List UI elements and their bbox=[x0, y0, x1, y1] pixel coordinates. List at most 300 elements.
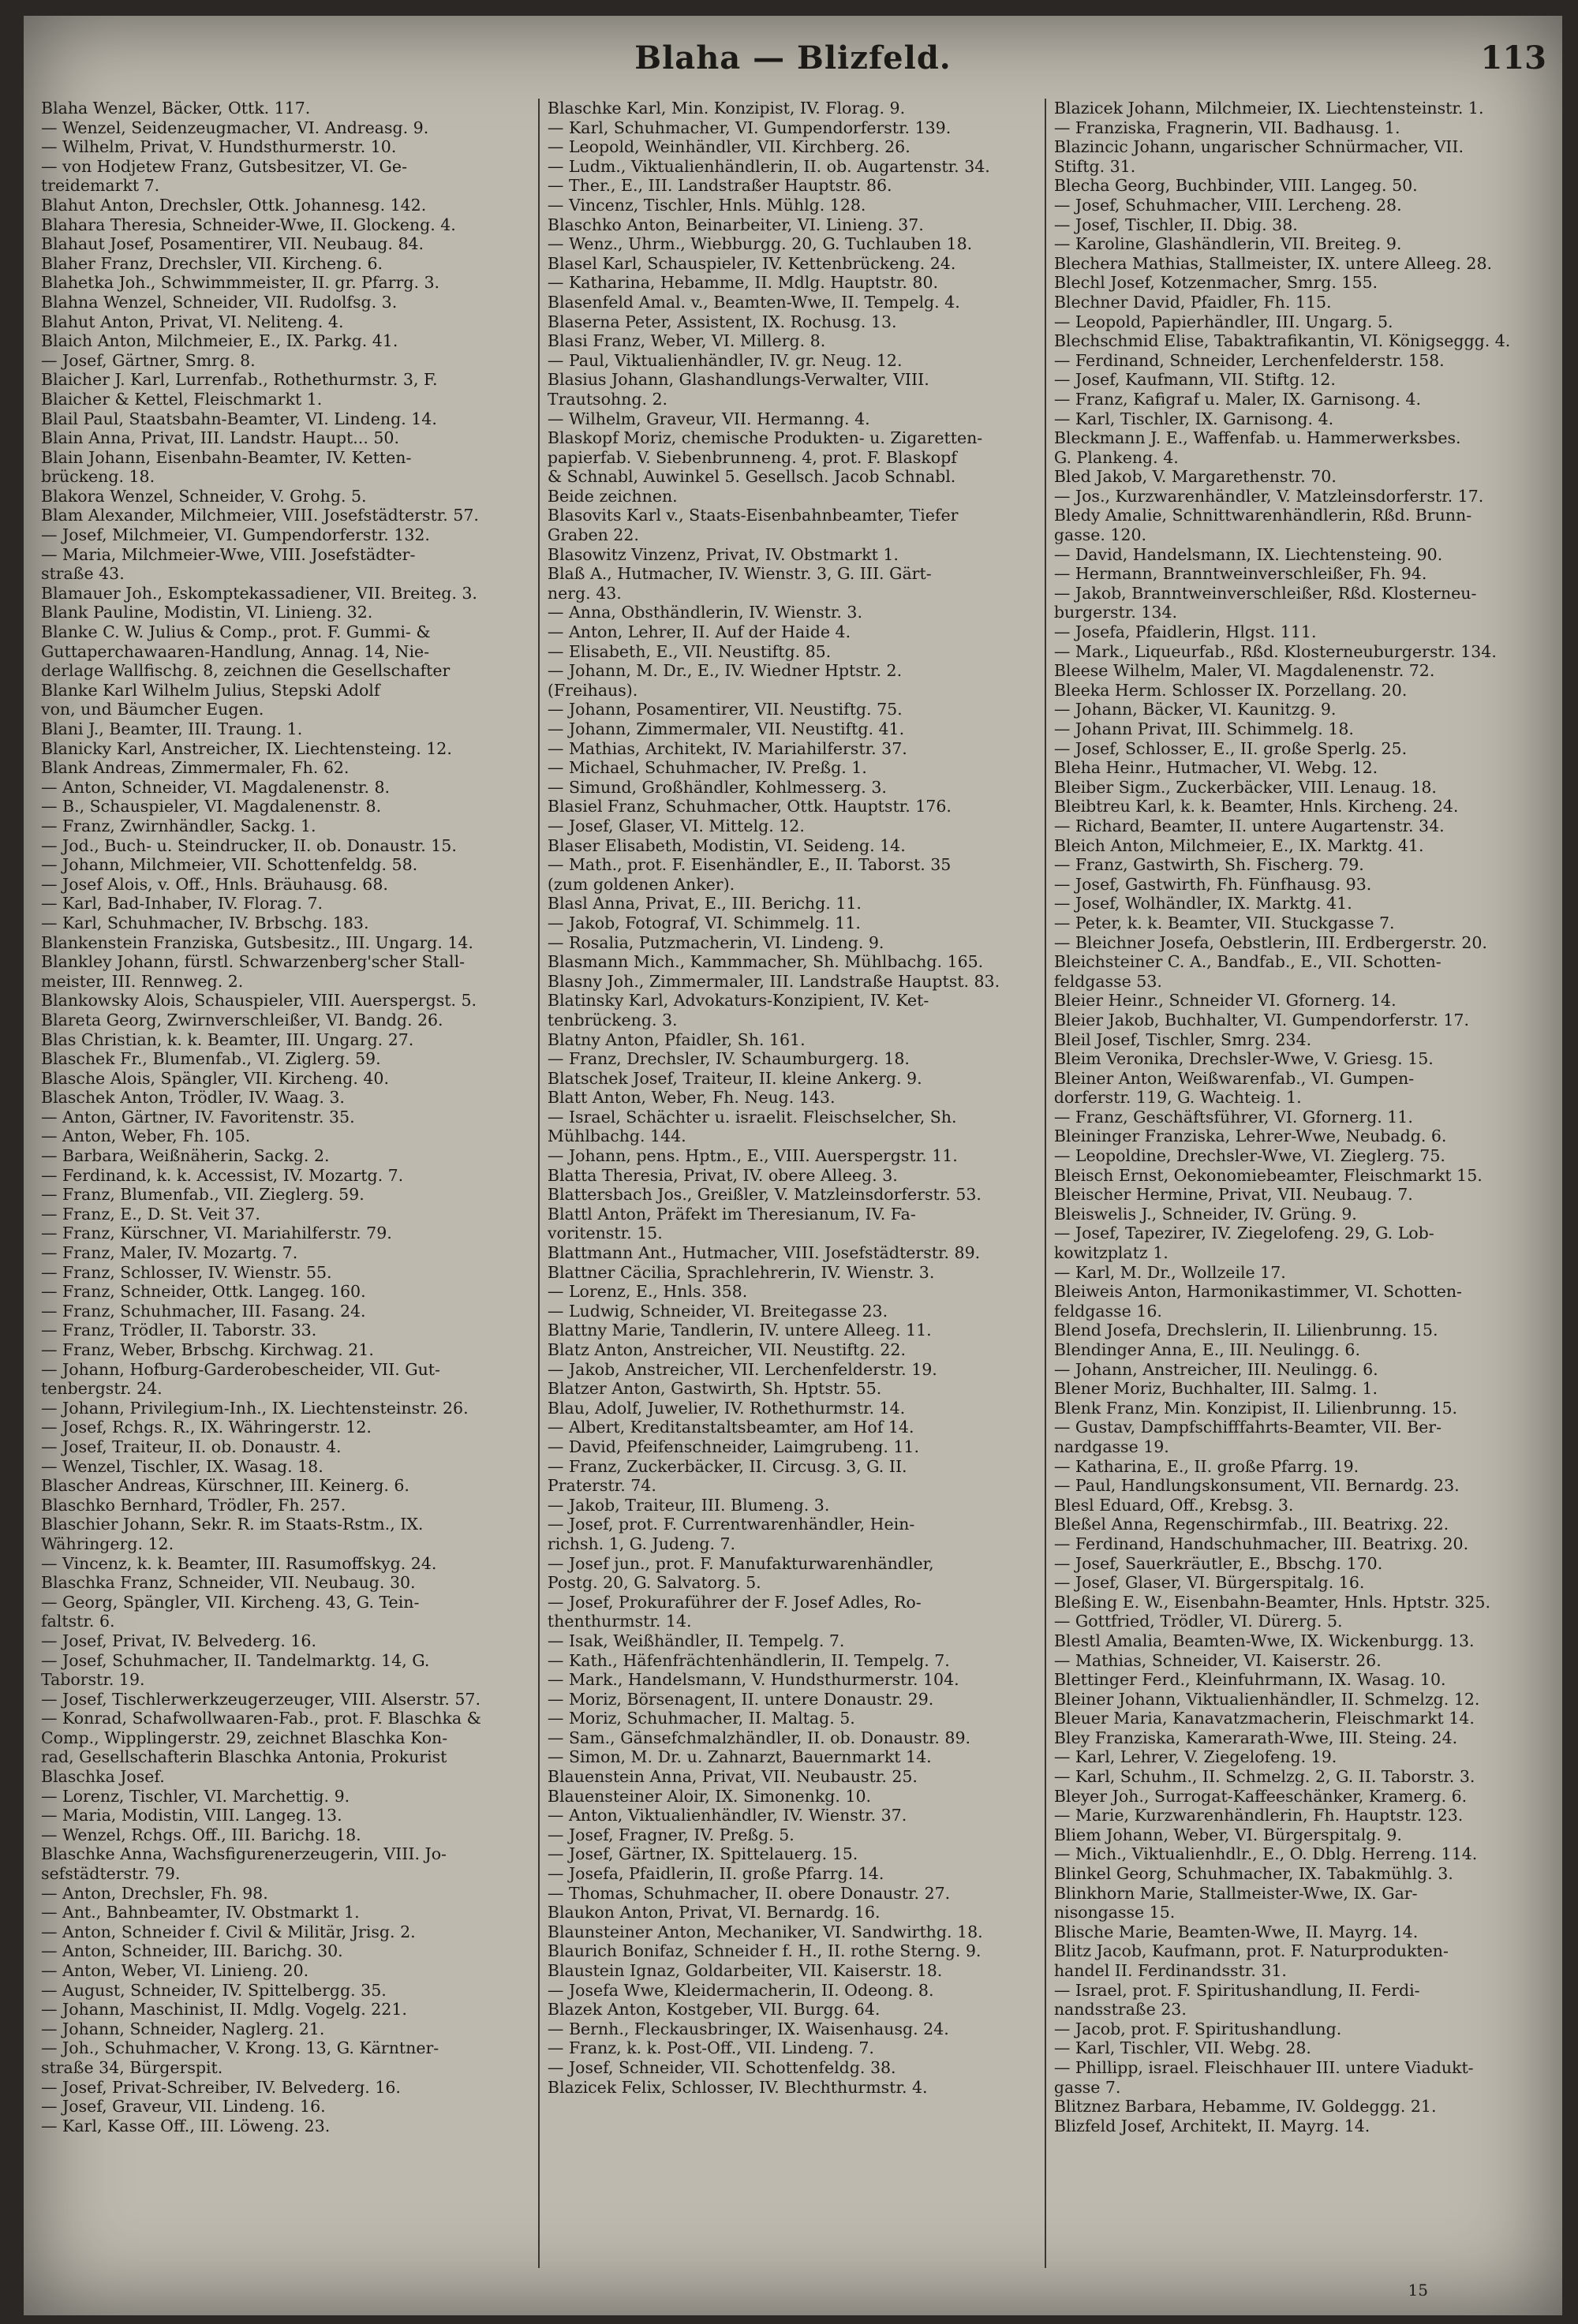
directory-entry: Bleil Josef, Tischler, Smrg. 234. bbox=[1053, 1029, 1312, 1049]
directory-entry: — Wenz., Uhrm., Wiebburgg. 20, G. Tuchlauben 18. bbox=[547, 234, 973, 254]
directory-entry: — Karl, Tischler, IX. Garnisong. 4. bbox=[1053, 409, 1334, 428]
directory-entry: Bleha Heinr., Hutmacher, VI. Webg. 12. bbox=[1053, 758, 1378, 778]
directory-entry: — Elisabeth, E., VII. Neustiftg. 85. bbox=[547, 641, 832, 661]
directory-entry: — Maria, Modistin, VIII. Langeg. 13. bbox=[41, 1806, 342, 1825]
directory-entry: — Karl, Lehrer, V. Ziegelofeng. 19. bbox=[1053, 1747, 1337, 1767]
directory-entry: — Josef, Schneider, VII. Schottenfeldg. 38. bbox=[547, 2057, 896, 2077]
directory-entry: — Maria, Milchmeier-Wwe, VIII. Josefstädter- bbox=[41, 544, 416, 564]
directory-entry: Bleichsteiner C. A., Bandfab., E., VII. Schotten- bbox=[1053, 952, 1442, 972]
directory-entry: — Josef, Prokuraführer der F. Josef Adles, Ro- bbox=[547, 1592, 922, 1612]
directory-entry: — Johann, Privilegium-Inh., IX. Liechtensteinstr. 26. bbox=[41, 1398, 469, 1418]
directory-entry: Blau, Adolf, Juwelier, IV. Rothethurmstr. 14. bbox=[547, 1398, 906, 1418]
directory-entry: Blaschka Josef. bbox=[41, 1767, 165, 1787]
directory-entry: Blatta Theresia, Privat, IV. obere Alleeg. 3. bbox=[547, 1165, 898, 1185]
directory-entry: Bleich Anton, Milchmeier, E., IX. Marktg. 41. bbox=[1053, 835, 1424, 855]
directory-entry: Bliem Johann, Weber, VI. Bürgerspitalg. 9. bbox=[1053, 1825, 1402, 1844]
directory-entry: — Isak, Weißhändler, II. Tempelg. 7. bbox=[547, 1631, 845, 1650]
directory-entry: — Franziska, Fragnerin, VII. Badhausg. 1. bbox=[1053, 118, 1400, 137]
directory-entry: Blaschka Franz, Schneider, VII. Neubaug. 30. bbox=[41, 1573, 416, 1593]
directory-entry: Währingerg. 12. bbox=[41, 1534, 174, 1553]
directory-entry: Blamauer Joh., Eskomptekassadiener, VII. Breiteg. 3. bbox=[41, 583, 477, 603]
directory-entry: Blaurich Bonifaz, Schneider f. H., II. rothe Sterng. 9. bbox=[547, 1941, 982, 1961]
directory-entry: & Schnabl, Auwinkel 5. Gesellsch. Jacob Schnabl. bbox=[547, 467, 956, 487]
directory-entry: — Josef, Schuhmacher, II. Tandelmarktg. 14, G. bbox=[41, 1650, 430, 1670]
directory-entry: dorferstr. 119, G. Wachteig. 1. bbox=[1053, 1088, 1302, 1108]
directory-entry: — Karl, Schuhmacher, IV. Brbschg. 183. bbox=[41, 913, 369, 932]
directory-entry: — Moriz, Börsenagent, II. untere Donaustr. 29. bbox=[547, 1689, 934, 1709]
directory-entry: Blasovits Karl v., Staats-Eisenbahnbeamter, Tiefer bbox=[547, 506, 959, 525]
directory-entry: — Lorenz, Tischler, VI. Marchettig. 9. bbox=[41, 1786, 350, 1806]
directory-entry: Blaser Elisabeth, Modistin, VI. Seideng. 14. bbox=[547, 835, 906, 855]
directory-entry: — Peter, k. k. Beamter, VII. Stuckgasse 7. bbox=[1053, 913, 1395, 932]
page-number: 113 bbox=[1480, 39, 1546, 77]
directory-entry: tenbrückeng. 3. bbox=[547, 1010, 678, 1029]
directory-entry: — Gottfried, Trödler, VI. Dürerg. 5. bbox=[1053, 1612, 1343, 1631]
directory-entry: Blecha Georg, Buchbinder, VIII. Langeg. 50. bbox=[1053, 176, 1418, 196]
directory-entry: — Josef, Tapezirer, IV. Ziegelofeng. 29, G. Lob- bbox=[1053, 1224, 1434, 1243]
directory-entry: — Johann, Bäcker, VI. Kaunitzg. 9. bbox=[1053, 700, 1337, 719]
directory-entry: — Paul, Viktualienhändler, IV. gr. Neug. 12. bbox=[547, 350, 903, 370]
directory-entry: Blascher Andreas, Kürschner, III. Keinerg. 6. bbox=[41, 1476, 409, 1496]
directory-entry: — Phillipp, israel. Fleischhauer III. untere Viadukt- bbox=[1053, 2057, 1474, 2077]
directory-entry: — Franz, Geschäftsführer, VI. Gfornerg. 11. bbox=[1053, 1107, 1413, 1127]
directory-entry: — Konrad, Schafwollwaaren-Fab., prot. F. Blaschka & bbox=[41, 1709, 481, 1728]
directory-entry: Blattmann Ant., Hutmacher, VIII. Josefstädterstr. 89. bbox=[547, 1243, 981, 1263]
directory-entry: — Ther., E., III. Landstraßer Hauptstr. 86. bbox=[547, 176, 892, 196]
directory-entry: Bleier Jakob, Buchhalter, VI. Gumpendorferstr. 17. bbox=[1053, 1010, 1469, 1029]
directory-entry: Blankley Johann, fürstl. Schwarzenberg'scher Stall- bbox=[41, 952, 466, 972]
directory-entry: Bleckmann J. E., Waffenfab. u. Hammerwerksbes. bbox=[1053, 428, 1461, 448]
directory-entry: — Josefa, Pfaidlerin, II. große Pfarrg. 14. bbox=[547, 1864, 884, 1884]
directory-entry: Blas Christian, k. k. Beamter, III. Ungarg. 27. bbox=[41, 1029, 414, 1049]
directory-entry: Blatny Anton, Pfaidler, Sh. 161. bbox=[547, 1029, 806, 1049]
directory-entry: — Sam., Gänsefchmalzhändler, II. ob. Donaustr. 89. bbox=[547, 1728, 971, 1747]
directory-entry: Blauenstein Anna, Privat, VII. Neubaustr. 25. bbox=[547, 1767, 918, 1787]
column-1 bbox=[33, 99, 540, 2268]
directory-page bbox=[24, 16, 1562, 2315]
directory-entry: Bleiweis Anton, Harmonikastimmer, VI. Schotten- bbox=[1053, 1282, 1462, 1302]
directory-entry: Blasel Karl, Schauspieler, IV. Kettenbrückeng. 24. bbox=[547, 253, 956, 273]
directory-entry: — Josef, Glaser, VI. Mittelg. 12. bbox=[547, 816, 805, 835]
directory-entry: Blitznez Barbara, Hebamme, IV. Goldeggg. 21. bbox=[1053, 2097, 1437, 2117]
directory-entry: — Anton, Schneider, VI. Magdalenenstr. 8. bbox=[41, 777, 391, 797]
directory-entry: — Josef, Privat-Schreiber, IV. Belvederg. 16. bbox=[41, 2077, 401, 2097]
directory-entry: — Johann, Posamentirer, VII. Neustiftg. 75. bbox=[547, 700, 903, 719]
directory-entry: — Anton, Schneider, III. Barichg. 30. bbox=[41, 1941, 343, 1961]
directory-entry: Blasenfeld Amal. v., Beamten-Wwe, II. Tempelg. 4. bbox=[547, 292, 960, 312]
directory-entry: Bleeka Herm. Schlosser IX. Porzellang. 20. bbox=[1053, 680, 1408, 700]
directory-entry: meister, III. Rennweg. 2. bbox=[41, 971, 244, 991]
directory-entry: — Josef, Schlosser, E., II. große Sperlg. 25. bbox=[1053, 738, 1408, 758]
directory-entry: Blattersbach Jos., Greißler, V. Matzleinsdorferstr. 53. bbox=[547, 1185, 982, 1205]
directory-entry: — Johann, Anstreicher, III. Neulingg. 6. bbox=[1053, 1359, 1378, 1379]
directory-entry: tenbergstr. 24. bbox=[41, 1379, 163, 1399]
directory-entry: nisongasse 15. bbox=[1053, 1903, 1176, 1922]
directory-entry: G. Plankeng. 4. bbox=[1053, 447, 1179, 467]
directory-entry: Blatt Anton, Weber, Fh. Neug. 143. bbox=[547, 1088, 836, 1108]
directory-entry: — Karoline, Glashändlerin, VII. Breiteg. 9. bbox=[1053, 234, 1402, 254]
directory-entry: — Albert, Kreditanstaltsbeamter, am Hof 14. bbox=[547, 1418, 914, 1437]
directory-entry: Stiftg. 31. bbox=[1053, 156, 1136, 176]
directory-entry: — Ferdinand, k. k. Accessist, IV. Mozartg. 7. bbox=[41, 1165, 404, 1185]
directory-entry: Blettinger Ferd., Kleinfuhrmann, IX. Wasag. 10. bbox=[1053, 1670, 1446, 1690]
directory-entry: faltstr. 6. bbox=[41, 1612, 115, 1631]
directory-entry: Bleese Wilhelm, Maler, VI. Magdalenenstr. 72. bbox=[1053, 661, 1435, 681]
directory-entry: (zum goldenen Anker). bbox=[547, 874, 735, 894]
directory-entry: Beide zeichnen. bbox=[547, 486, 678, 506]
directory-entry: — Franz, Kürschner, VI. Mariahilferstr. 79. bbox=[41, 1224, 392, 1243]
directory-entry: Trautsohng. 2. bbox=[547, 389, 668, 409]
directory-entry: — Wilhelm, Graveur, VII. Hermanng. 4. bbox=[547, 409, 870, 428]
directory-entry: Bleiber Sigm., Zuckerbäcker, VIII. Lenaug. 18. bbox=[1053, 777, 1437, 797]
directory-entry: Blechl Josef, Kotzenmacher, Smrg. 155. bbox=[1053, 273, 1378, 293]
directory-entry: Blaskopf Moriz, chemische Produkten- u. Zigaretten- bbox=[547, 428, 983, 448]
directory-entry: Blasl Anna, Privat, E., III. Berichg. 11. bbox=[547, 894, 862, 914]
directory-entry: Comp., Wipplingerstr. 29, zeichnet Blaschka Kon- bbox=[41, 1728, 448, 1747]
directory-entry: Blaschko Bernhard, Trödler, Fh. 257. bbox=[41, 1495, 346, 1515]
directory-entry: Blasmann Mich., Kammmacher, Sh. Mühlbachg. 165. bbox=[547, 952, 984, 972]
directory-columns bbox=[33, 99, 1553, 2268]
directory-entry: — Franz, k. k. Post-Off., VII. Lindeng. 7. bbox=[547, 2038, 874, 2058]
directory-entry: — Franz, Blumenfab., VII. Zieglerg. 59. bbox=[41, 1185, 365, 1205]
directory-entry: — Ant., Bahnbeamter, IV. Obstmarkt 1. bbox=[41, 1903, 360, 1922]
directory-entry: — Simund, Großhändler, Kohlmesserg. 3. bbox=[547, 777, 887, 797]
directory-entry: Blechera Mathias, Stallmeister, IX. untere Alleeg. 28. bbox=[1053, 253, 1493, 273]
directory-entry: thenthurmstr. 14. bbox=[547, 1612, 692, 1631]
directory-entry: — Josef, Privat, IV. Belvederg. 16. bbox=[41, 1631, 316, 1650]
directory-entry: Blaher Franz, Drechsler, VII. Kircheng. 6. bbox=[41, 253, 383, 273]
directory-entry: — Mathias, Schneider, VI. Kaiserstr. 26. bbox=[1053, 1650, 1382, 1670]
directory-entry: Blasche Alois, Spängler, VII. Kircheng. 40. bbox=[41, 1068, 389, 1088]
directory-entry: — Anton, Lehrer, II. Auf der Haide 4. bbox=[547, 622, 851, 642]
directory-entry: — Lorenz, E., Hnls. 358. bbox=[547, 1282, 748, 1302]
directory-entry: Graben 22. bbox=[547, 525, 639, 545]
directory-entry: — Anton, Drechsler, Fh. 98. bbox=[41, 1883, 268, 1903]
sheet-signature: 15 bbox=[1408, 2281, 1428, 2300]
directory-entry: — Ferdinand, Handschuhmacher, III. Beatrixg. 20. bbox=[1053, 1534, 1469, 1553]
directory-entry: — Johann, pens. Hptm., E., VIII. Auerspergstr. 11. bbox=[547, 1146, 958, 1166]
directory-entry: (Freihaus). bbox=[547, 680, 638, 700]
directory-entry: — Moriz, Schuhmacher, II. Maltag. 5. bbox=[547, 1709, 855, 1728]
directory-entry: sefstädterstr. 79. bbox=[41, 1864, 181, 1884]
directory-entry: — Paul, Handlungskonsument, VII. Bernardg. 23. bbox=[1053, 1476, 1460, 1496]
directory-entry: treidemarkt 7. bbox=[41, 176, 160, 196]
directory-entry: — Franz, Gastwirth, Sh. Fischerg. 79. bbox=[1053, 855, 1364, 875]
directory-entry: Blani J., Beamter, III. Traung. 1. bbox=[41, 719, 303, 738]
directory-entry: — Josef, Fragner, IV. Preßg. 5. bbox=[547, 1825, 795, 1844]
directory-entry: — Ludm., Viktualienhändlerin, II. ob. Augartenstr. 34. bbox=[547, 156, 990, 176]
directory-entry: Bleßel Anna, Regenschirmfab., III. Beatrixg. 22. bbox=[1053, 1515, 1449, 1534]
directory-entry: — Jakob, Traiteur, III. Blumeng. 3. bbox=[547, 1495, 830, 1515]
directory-entry: Bleininger Franziska, Lehrer-Wwe, Neubadg. 6. bbox=[1053, 1127, 1447, 1146]
directory-entry: Blaukon Anton, Privat, VI. Bernardg. 16. bbox=[547, 1903, 881, 1922]
directory-entry: Blanke C. W. Julius & Comp., prot. F. Gummi- & bbox=[41, 622, 431, 642]
directory-entry: Blanicky Karl, Anstreicher, IX. Liechtensteing. 12. bbox=[41, 738, 452, 758]
directory-entry: — Jod., Buch- u. Steindrucker, II. ob. Donaustr. 15. bbox=[41, 835, 457, 855]
directory-entry: Blatinsky Karl, Advokaturs-Konzipient, IV. Ket- bbox=[547, 991, 929, 1011]
directory-entry: Taborstr. 19. bbox=[41, 1670, 145, 1690]
directory-entry: Blaschko Anton, Beinarbeiter, VI. Linieng. 37. bbox=[547, 215, 924, 234]
directory-entry: richsh. 1, G. Judeng. 7. bbox=[547, 1534, 736, 1553]
directory-entry: Blendinger Anna, E., III. Neulingg. 6. bbox=[1053, 1340, 1360, 1359]
directory-entry: — Anton, Viktualienhändler, IV. Wienstr. 37. bbox=[547, 1806, 907, 1825]
directory-entry: — Mich., Viktualienhdlr., E., O. Dblg. Herreng. 114. bbox=[1053, 1844, 1478, 1864]
directory-entry: Bleiner Johann, Viktualienhändler, II. Schmelzg. 12. bbox=[1053, 1689, 1480, 1709]
directory-entry: Blatschek Josef, Traiteur, II. kleine Ankerg. 9. bbox=[547, 1068, 922, 1088]
directory-entry: Praterstr. 74. bbox=[547, 1476, 656, 1496]
directory-entry: Bleiswelis J., Schneider, IV. Grüng. 9. bbox=[1053, 1204, 1357, 1224]
directory-entry: — Math., prot. F. Eisenhändler, E., II. Taborst. 35 bbox=[547, 855, 952, 875]
directory-entry: — Wenzel, Rchgs. Off., III. Barichg. 18. bbox=[41, 1825, 361, 1844]
directory-entry: Blankenstein Franziska, Gutsbesitz., III. Ungarg. 14. bbox=[41, 932, 473, 952]
directory-entry: — Josefa Wwe, Kleidermacherin, II. Odeong. 8. bbox=[547, 1980, 934, 2000]
directory-entry: — Josef, Wolhändler, IX. Marktg. 41. bbox=[1053, 894, 1352, 914]
directory-entry: — Josef, Milchmeier, VI. Gumpendorferstr. 132. bbox=[41, 525, 430, 545]
directory-entry: — Franz, Trödler, II. Taborstr. 33. bbox=[41, 1321, 317, 1340]
directory-entry: nerg. 43. bbox=[547, 583, 622, 603]
directory-entry: Bleuer Maria, Kanavatzmacherin, Fleischmarkt 14. bbox=[1053, 1709, 1475, 1728]
directory-entry: Blail Paul, Staatsbahn-Beamter, VI. Lindeng. 14. bbox=[41, 409, 437, 428]
column-3 bbox=[1046, 99, 1553, 2268]
directory-entry: Blattny Marie, Tandlerin, IV. untere Alleeg. 11. bbox=[547, 1321, 932, 1340]
directory-entry: — Mark., Liqueurfab., Rßd. Klosterneuburgerstr. 134. bbox=[1053, 641, 1497, 661]
directory-entry: — Franz, Maler, IV. Mozartg. 7. bbox=[41, 1243, 298, 1263]
directory-entry: Guttaperchawaaren-Handlung, Annag. 14, Nie- bbox=[41, 641, 430, 661]
directory-entry: — Franz, Schneider, Ottk. Langeg. 160. bbox=[41, 1282, 366, 1302]
directory-entry: Blahetka Joh., Schwimmmeister, II. gr. Pfarrg. 3. bbox=[41, 273, 440, 293]
directory-entry: Bley Franziska, Kamerarath-Wwe, III. Steing. 24. bbox=[1053, 1728, 1458, 1747]
directory-entry: Blankowsky Alois, Schauspieler, VIII. Auerspergst. 5. bbox=[41, 991, 477, 1011]
directory-entry: Blanke Karl Wilhelm Julius, Stepski Adolf bbox=[41, 680, 380, 700]
directory-entry: straße 34, Bürgerspit. bbox=[41, 2057, 223, 2077]
directory-entry: Bled Jakob, V. Margarethenstr. 70. bbox=[1053, 467, 1337, 487]
directory-entry: Blinkel Georg, Schuhmacher, IX. Tabakmühlg. 3. bbox=[1053, 1864, 1453, 1884]
directory-entry: Blinkhorn Marie, Stallmeister-Wwe, IX. Gar- bbox=[1053, 1883, 1418, 1903]
directory-entry: — Josef, Glaser, VI. Bürgerspitalg. 16. bbox=[1053, 1573, 1365, 1593]
directory-entry: — Karl, Bad-Inhaber, IV. Florag. 7. bbox=[41, 894, 323, 914]
directory-entry: Blattner Cäcilia, Sprachlehrerin, IV. Wienstr. 3. bbox=[547, 1262, 935, 1282]
directory-entry: gasse. 120. bbox=[1053, 525, 1147, 545]
directory-entry: Bleischer Hermine, Privat, VII. Neubaug. 7. bbox=[1053, 1185, 1413, 1205]
directory-entry: Blenk Franz, Min. Konzipist, II. Lilienbrunng. 15. bbox=[1053, 1398, 1458, 1418]
page-title: Blaha — Blizfeld. bbox=[634, 39, 952, 77]
directory-entry: Blestl Amalia, Beamten-Wwe, IX. Wickenburgg. 13. bbox=[1053, 1631, 1475, 1650]
directory-entry: — Franz, Zuckerbäcker, II. Circusg. 3, G. II. bbox=[547, 1456, 907, 1476]
directory-entry: Bledy Amalie, Schnittwarenhändlerin, Rßd. Brunn- bbox=[1053, 506, 1472, 525]
directory-entry: — Karl, Tischler, VII. Webg. 28. bbox=[1053, 2038, 1311, 2058]
directory-entry: — Franz, Zwirnhändler, Sackg. 1. bbox=[41, 816, 316, 835]
directory-entry: — Wenzel, Tischler, IX. Wasag. 18. bbox=[41, 1456, 323, 1476]
directory-entry: — Vincenz, Tischler, Hnls. Mühlg. 128. bbox=[547, 195, 866, 215]
directory-entry: — Josef, Graveur, VII. Lindeng. 16. bbox=[41, 2097, 326, 2117]
directory-entry: — von Hodjetew Franz, Gutsbesitzer, VI. Ge- bbox=[41, 156, 407, 176]
directory-entry: Bleier Heinr., Schneider VI. Gfornerg. 14. bbox=[1053, 991, 1397, 1011]
directory-entry: Blatzer Anton, Gastwirth, Sh. Hptstr. 55. bbox=[547, 1379, 882, 1399]
directory-entry: — Thomas, Schuhmacher, II. obere Donaustr. 27. bbox=[547, 1883, 951, 1903]
directory-entry: — Wilhelm, Privat, V. Hundsthurmerstr. 10. bbox=[41, 137, 397, 157]
directory-entry: — Franz, Kafigraf u. Maler, IX. Garnisong. 4. bbox=[1053, 389, 1421, 409]
directory-entry: Blareta Georg, Zwirnverschleißer, VI. Bandg. 26. bbox=[41, 1010, 443, 1029]
directory-entry: — Ludwig, Schneider, VI. Breitegasse 23. bbox=[547, 1301, 888, 1321]
directory-entry: Bleyer Joh., Surrogat-Kaffeeschänker, Kramerg. 6. bbox=[1053, 1786, 1468, 1806]
directory-entry: Blaunsteiner Anton, Mechaniker, VI. Sandwirthg. 18. bbox=[547, 1922, 983, 1941]
directory-entry: — Vincenz, k. k. Beamter, III. Rasumoffskyg. 24. bbox=[41, 1553, 437, 1573]
directory-entry: Blahut Anton, Privat, VI. Neliteng. 4. bbox=[41, 312, 344, 331]
directory-entry: Blaich Anton, Milchmeier, E., IX. Parkg. 41. bbox=[41, 331, 398, 351]
directory-entry: Blasny Joh., Zimmermaler, III. Landstraße Hauptst. 83. bbox=[547, 971, 1000, 991]
directory-entry: brückeng. 18. bbox=[41, 467, 155, 487]
directory-entry: Blaustein Ignaz, Goldarbeiter, VII. Kaiserstr. 18. bbox=[547, 1961, 943, 1980]
directory-entry: handel II. Ferdinandsstr. 31. bbox=[1053, 1961, 1287, 1980]
directory-entry: — Franz, Schuhmacher, III. Fasang. 24. bbox=[41, 1301, 366, 1321]
directory-entry: straße 43. bbox=[41, 564, 125, 584]
directory-entry: — Anton, Weber, VI. Linieng. 20. bbox=[41, 1961, 309, 1980]
directory-entry: Blazincic Johann, ungarischer Schnürmacher, VII. bbox=[1053, 137, 1464, 157]
directory-entry: Blesl Eduard, Off., Krebsg. 3. bbox=[1053, 1495, 1294, 1515]
directory-entry: — Jakob, Fotograf, VI. Schimmelg. 11. bbox=[547, 913, 861, 932]
directory-entry: Bleisch Ernst, Oekonomiebeamter, Fleischmarkt 15. bbox=[1053, 1165, 1483, 1185]
directory-entry: — Josef, Tischler, II. Dbig. 38. bbox=[1053, 215, 1298, 234]
directory-entry: — Franz, Schlosser, IV. Wienstr. 55. bbox=[41, 1262, 332, 1282]
directory-entry: Blend Josefa, Drechslerin, II. Lilienbrunng. 15. bbox=[1053, 1321, 1438, 1340]
directory-entry: Blahna Wenzel, Schneider, VII. Rudolfsg. 3. bbox=[41, 292, 398, 312]
directory-entry: — Anton, Schneider f. Civil & Militär, Jrisg. 2. bbox=[41, 1922, 416, 1941]
directory-entry: Bleiner Anton, Weißwarenfab., VI. Gumpen- bbox=[1053, 1068, 1415, 1088]
directory-entry: Blasi Franz, Weber, VI. Millerg. 8. bbox=[547, 331, 826, 351]
directory-entry: — Michael, Schuhmacher, IV. Preßg. 1. bbox=[547, 758, 867, 778]
directory-entry: Blam Alexander, Milchmeier, VIII. Josefstädterstr. 57. bbox=[41, 506, 479, 525]
directory-entry: — Leopold, Weinhändler, VII. Kirchberg. 26. bbox=[547, 137, 911, 157]
directory-entry: Blank Pauline, Modistin, VI. Linieng. 32. bbox=[41, 603, 373, 622]
directory-entry: — Karl, Kasse Off., III. Löweng. 23. bbox=[41, 2116, 331, 2135]
directory-entry: — Hermann, Branntweinverschleißer, Fh. 94. bbox=[1053, 564, 1427, 584]
directory-entry: Blische Marie, Beamten-Wwe, II. Mayrg. 14. bbox=[1053, 1922, 1419, 1941]
directory-entry: Bleim Veronika, Drechsler-Wwe, V. Griesg. 15. bbox=[1053, 1049, 1434, 1069]
directory-entry: burgerstr. 134. bbox=[1053, 603, 1178, 622]
directory-entry: — Johann, Zimmermaler, VII. Neustiftg. 41. bbox=[547, 719, 905, 738]
directory-entry: — Josef jun., prot. F. Manufakturwarenhändler, bbox=[547, 1553, 934, 1573]
directory-entry: — Leopold, Papierhändler, III. Ungarg. 5. bbox=[1053, 312, 1393, 331]
column-2 bbox=[540, 99, 1046, 2268]
directory-entry: — Kath., Häfenfrächtenhändlerin, II. Tempelg. 7. bbox=[547, 1650, 950, 1670]
directory-entry: — Israel, Schächter u. israelit. Fleischselcher, Sh. bbox=[547, 1107, 957, 1127]
directory-entry: — David, Handelsmann, IX. Liechtensteing. 90. bbox=[1053, 544, 1443, 564]
directory-entry: Blaschek Fr., Blumenfab., VI. Ziglerg. 59. bbox=[41, 1049, 381, 1069]
directory-entry: — Franz, E., D. St. Veit 37. bbox=[41, 1204, 260, 1224]
directory-entry: — Leopoldine, Drechsler-Wwe, VI. Zieglerg. 75. bbox=[1053, 1146, 1445, 1166]
directory-entry: Blank Andreas, Zimmermaler, Fh. 62. bbox=[41, 758, 350, 778]
directory-entry: voritenstr. 15. bbox=[547, 1224, 663, 1243]
directory-entry: Blaschek Anton, Trödler, IV. Waag. 3. bbox=[41, 1088, 345, 1108]
directory-entry: — David, Pfeifenschneider, Laimgrubeng. 11. bbox=[547, 1437, 919, 1456]
directory-entry: Blasowitz Vinzenz, Privat, IV. Obstmarkt 1. bbox=[547, 544, 899, 564]
directory-entry: Blaß A., Hutmacher, IV. Wienstr. 3, G. III. Gärt- bbox=[547, 564, 932, 584]
directory-entry: — Joh., Schuhmacher, V. Krong. 13, G. Kärntner- bbox=[41, 2038, 439, 2058]
directory-entry: — Georg, Spängler, VII. Kircheng. 43, G. Tein- bbox=[41, 1592, 420, 1612]
directory-entry: — Bernh., Fleckausbringer, IX. Waisenhausg. 24. bbox=[547, 2019, 949, 2038]
directory-entry: — Ferdinand, Schneider, Lerchenfelderstr. 158. bbox=[1053, 350, 1445, 370]
directory-entry: — Johann, Schneider, Naglerg. 21. bbox=[41, 2019, 325, 2038]
directory-entry: Blain Johann, Eisenbahn-Beamter, IV. Ketten- bbox=[41, 447, 412, 467]
directory-entry: Blizfeld Josef, Architekt, II. Mayrg. 14. bbox=[1053, 2116, 1370, 2135]
directory-entry: Blasius Johann, Glashandlungs-Verwalter, VIII. bbox=[547, 370, 929, 390]
directory-entry: Blazicek Felix, Schlosser, IV. Blechthurmstr. 4. bbox=[547, 2077, 928, 2097]
directory-entry: papierfab. V. Siebenbrunneng. 4, prot. F. Blaskopf bbox=[547, 447, 957, 467]
directory-entry: — Josefa, Pfaidlerin, Hlgst. 111. bbox=[1053, 622, 1317, 642]
directory-entry: Bleßing E. W., Eisenbahn-Beamter, Hnls. Hptstr. 325. bbox=[1053, 1592, 1490, 1612]
directory-entry: — Johann, Hofburg-Garderobescheider, VII. Gut- bbox=[41, 1359, 440, 1379]
directory-entry: Blechner David, Pfaidler, Fh. 115. bbox=[1053, 292, 1332, 312]
directory-entry: Blaicher & Kettel, Fleischmarkt 1. bbox=[41, 389, 323, 409]
directory-entry: — Jacob, prot. F. Spiritushandlung. bbox=[1053, 2019, 1342, 2038]
directory-entry: derlage Wallfischg. 8, zeichnen die Gesellschafter bbox=[41, 661, 451, 681]
directory-entry: — Anton, Gärtner, IV. Favoritenstr. 35. bbox=[41, 1107, 355, 1127]
directory-entry: Bleibtreu Karl, k. k. Beamter, Hnls. Kircheng. 24. bbox=[1053, 797, 1459, 816]
directory-entry: Blitz Jacob, Kaufmann, prot. F. Naturprodukten- bbox=[1053, 1941, 1449, 1961]
directory-entry: — Karl, Schuhm., II. Schmelzg. 2, G. II. Taborstr. 3. bbox=[1053, 1767, 1475, 1787]
directory-entry: — Anton, Weber, Fh. 105. bbox=[41, 1127, 251, 1146]
directory-entry: — Jakob, Anstreicher, VII. Lerchenfelderstr. 19. bbox=[547, 1359, 937, 1379]
directory-entry: — Johann Privat, III. Schimmelg. 18. bbox=[1053, 719, 1354, 738]
directory-entry: — Gustav, Dampfschifffahrts-Beamter, VII. Ber- bbox=[1053, 1418, 1442, 1437]
directory-entry: kowitzplatz 1. bbox=[1053, 1243, 1169, 1263]
directory-entry: Blaha Wenzel, Bäcker, Ottk. 117. bbox=[41, 99, 311, 118]
directory-entry: Blain Anna, Privat, III. Landstr. Haupt... 50. bbox=[41, 428, 399, 448]
directory-entry: — Israel, prot. F. Spiritushandlung, II. Ferdi- bbox=[1053, 1980, 1420, 2000]
directory-entry: — Johann, Maschinist, II. Mdlg. Vogelg. 221. bbox=[41, 2000, 407, 2019]
directory-entry: von, und Bäumcher Eugen. bbox=[41, 700, 264, 719]
directory-entry: — Josef, Gärtner, IX. Spittelauerg. 15. bbox=[547, 1844, 858, 1864]
directory-entry: — August, Schneider, IV. Spittelbergg. 35. bbox=[41, 1980, 387, 2000]
directory-entry: — Jakob, Branntweinverschleißer, Rßd. Klosterneu- bbox=[1053, 583, 1477, 603]
directory-entry: Blener Moriz, Buchhalter, III. Salmg. 1. bbox=[1053, 1379, 1378, 1399]
directory-entry: feldgasse 53. bbox=[1053, 971, 1162, 991]
directory-entry: — Richard, Beamter, II. untere Augartenstr. 34. bbox=[1053, 816, 1445, 835]
directory-entry: — Josef, Gastwirth, Fh. Fünfhausg. 93. bbox=[1053, 874, 1372, 894]
directory-entry: Blahaut Josef, Posamentirer, VII. Neubaug. 84. bbox=[41, 234, 424, 254]
directory-entry: — Karl, M. Dr., Wollzeile 17. bbox=[1053, 1262, 1286, 1282]
directory-entry: — Katharina, E., II. große Pfarrg. 19. bbox=[1053, 1456, 1359, 1476]
directory-entry: — Mark., Handelsmann, V. Hundsthurmerstr. 104. bbox=[547, 1670, 959, 1690]
directory-entry: — Josef, Schuhmacher, VIII. Lercheng. 28. bbox=[1053, 195, 1402, 215]
directory-entry: gasse 7. bbox=[1053, 2077, 1121, 2097]
directory-entry: — Katharina, Hebamme, II. Mdlg. Hauptstr. 80. bbox=[547, 273, 939, 293]
directory-entry: — Johann, M. Dr., E., IV. Wiedner Hptstr. 2. bbox=[547, 661, 903, 681]
directory-entry: Blaserna Peter, Assistent, IX. Rochusg. 13. bbox=[547, 312, 897, 331]
directory-entry: Blazek Anton, Kostgeber, VII. Burgg. 64. bbox=[547, 2000, 881, 2019]
directory-entry: — Mathias, Architekt, IV. Mariahilferstr. 37. bbox=[547, 738, 907, 758]
directory-entry: — Anna, Obsthändlerin, IV. Wienstr. 3. bbox=[547, 603, 862, 622]
directory-entry: — Franz, Weber, Brbschg. Kirchwag. 21. bbox=[41, 1340, 374, 1359]
directory-entry: — Josef, Traiteur, II. ob. Donaustr. 4. bbox=[41, 1437, 342, 1456]
directory-entry: Blattl Anton, Präfekt im Theresianum, IV. Fa- bbox=[547, 1204, 916, 1224]
directory-entry: — Rosalia, Putzmacherin, VI. Lindeng. 9. bbox=[547, 932, 884, 952]
directory-entry: Blaschke Karl, Min. Konzipist, IV. Florag. 9. bbox=[547, 99, 906, 118]
directory-entry: — Johann, Milchmeier, VII. Schottenfeldg. 58. bbox=[41, 855, 418, 875]
directory-entry: Blechschmid Elise, Tabaktrafikantin, VI. Königseggg. 4. bbox=[1053, 331, 1511, 351]
directory-entry: — Josef, Tischlerwerkzeugerzeuger, VIII. Alserstr. 57. bbox=[41, 1689, 481, 1709]
directory-entry: nardgasse 19. bbox=[1053, 1437, 1169, 1456]
directory-entry: — Josef, prot. F. Currentwarenhändler, Hein- bbox=[547, 1515, 915, 1534]
directory-entry: — Josef Alois, v. Off., Hnls. Bräuhausg. 68. bbox=[41, 874, 388, 894]
directory-entry: Blakora Wenzel, Schneider, V. Grohg. 5. bbox=[41, 486, 367, 506]
directory-entry: — Josef, Kaufmann, VII. Stiftg. 12. bbox=[1053, 370, 1336, 390]
page-header bbox=[24, 39, 1562, 87]
directory-entry: — Karl, Schuhmacher, VI. Gumpendorferstr. 139. bbox=[547, 118, 952, 137]
directory-entry: — Josef, Rchgs. R., IX. Währingerstr. 12. bbox=[41, 1418, 372, 1437]
directory-entry: Blahut Anton, Drechsler, Ottk. Johannesg. 142. bbox=[41, 195, 427, 215]
directory-entry: nandsstraße 23. bbox=[1053, 2000, 1187, 2019]
